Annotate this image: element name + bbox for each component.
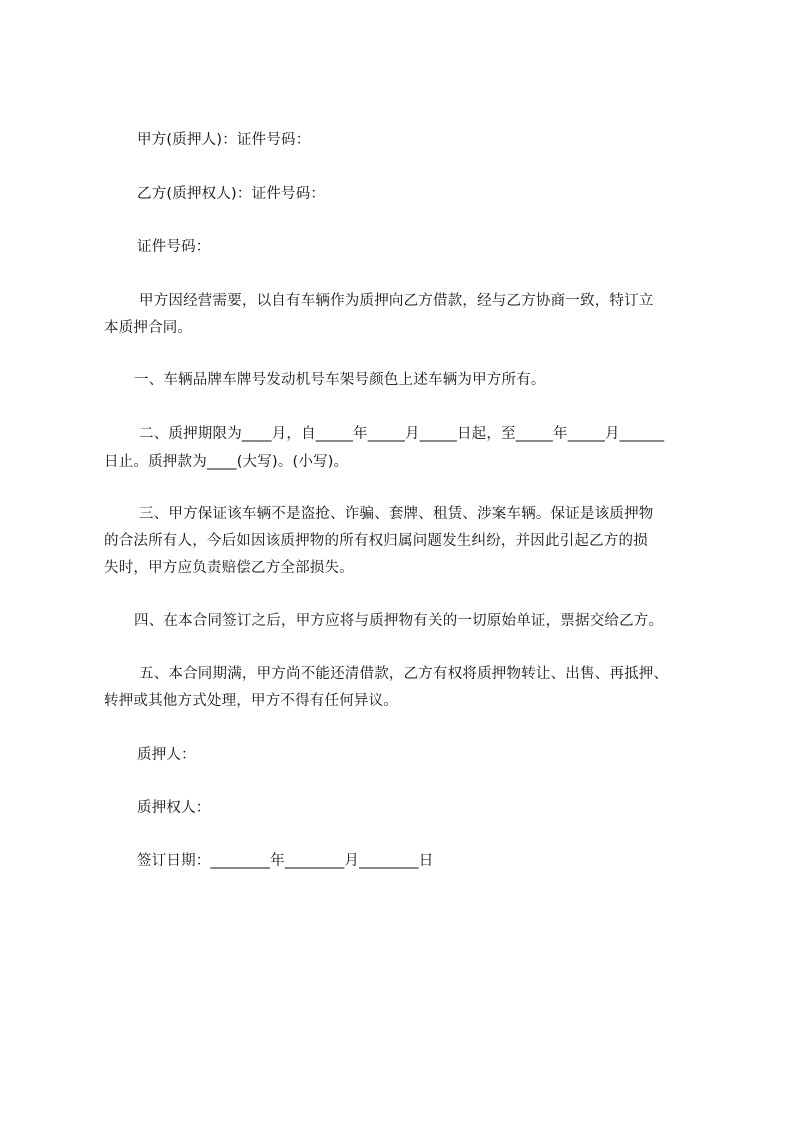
party-b-line: 乙方(质押权人)：证件号码：: [137, 186, 326, 202]
id-number-line: 证件号码：: [137, 239, 211, 255]
clause-2-line-1: 二、质押期限为____月，自_____年_____月_____日起，至_____年_____月______: [139, 426, 665, 442]
intro-line-1: 甲方因经营需要，以自有车辆作为质押向乙方借款，经与乙方协商一致，特订立: [139, 293, 654, 309]
party-a-line: 甲方(质押人)：证件号码：: [137, 132, 311, 148]
clause-3-line-1: 三、甲方保证该车辆不是盗抢、诈骗、套牌、租赁、涉案车辆。保证是该质押物: [139, 506, 654, 522]
clause-2-line-2: 日止。质押款为____(大写)。(小写)。: [104, 454, 349, 470]
signing-date-line: 签订日期：________年________月________日: [137, 853, 434, 869]
clause-5-line-2: 转押或其他方式处理，甲方不得有任何异议。: [104, 693, 398, 709]
clause-4: 四、在本合同签订之后，甲方应将与质押物有关的一切原始单证，票据交给乙方。: [134, 613, 664, 629]
clause-3-line-3: 失时，甲方应负责赔偿乙方全部损失。: [104, 560, 354, 576]
clause-1: 一、车辆品牌车牌号发动机号车架号颜色上述车辆为甲方所有。: [134, 372, 546, 388]
clause-5-line-1: 五、本合同期满，甲方尚不能还清借款，乙方有权将质押物转让、出售、再抵押、: [139, 666, 669, 682]
intro-line-2: 本质押合同。: [104, 320, 193, 336]
pledgor-signature-line: 质押人：: [137, 747, 196, 763]
clause-3-line-2: 的合法所有人，今后如因该质押物的所有权归属问题发生纠纷，并因此引起乙方的损: [104, 533, 648, 549]
pledgee-signature-line: 质押权人：: [137, 800, 211, 816]
